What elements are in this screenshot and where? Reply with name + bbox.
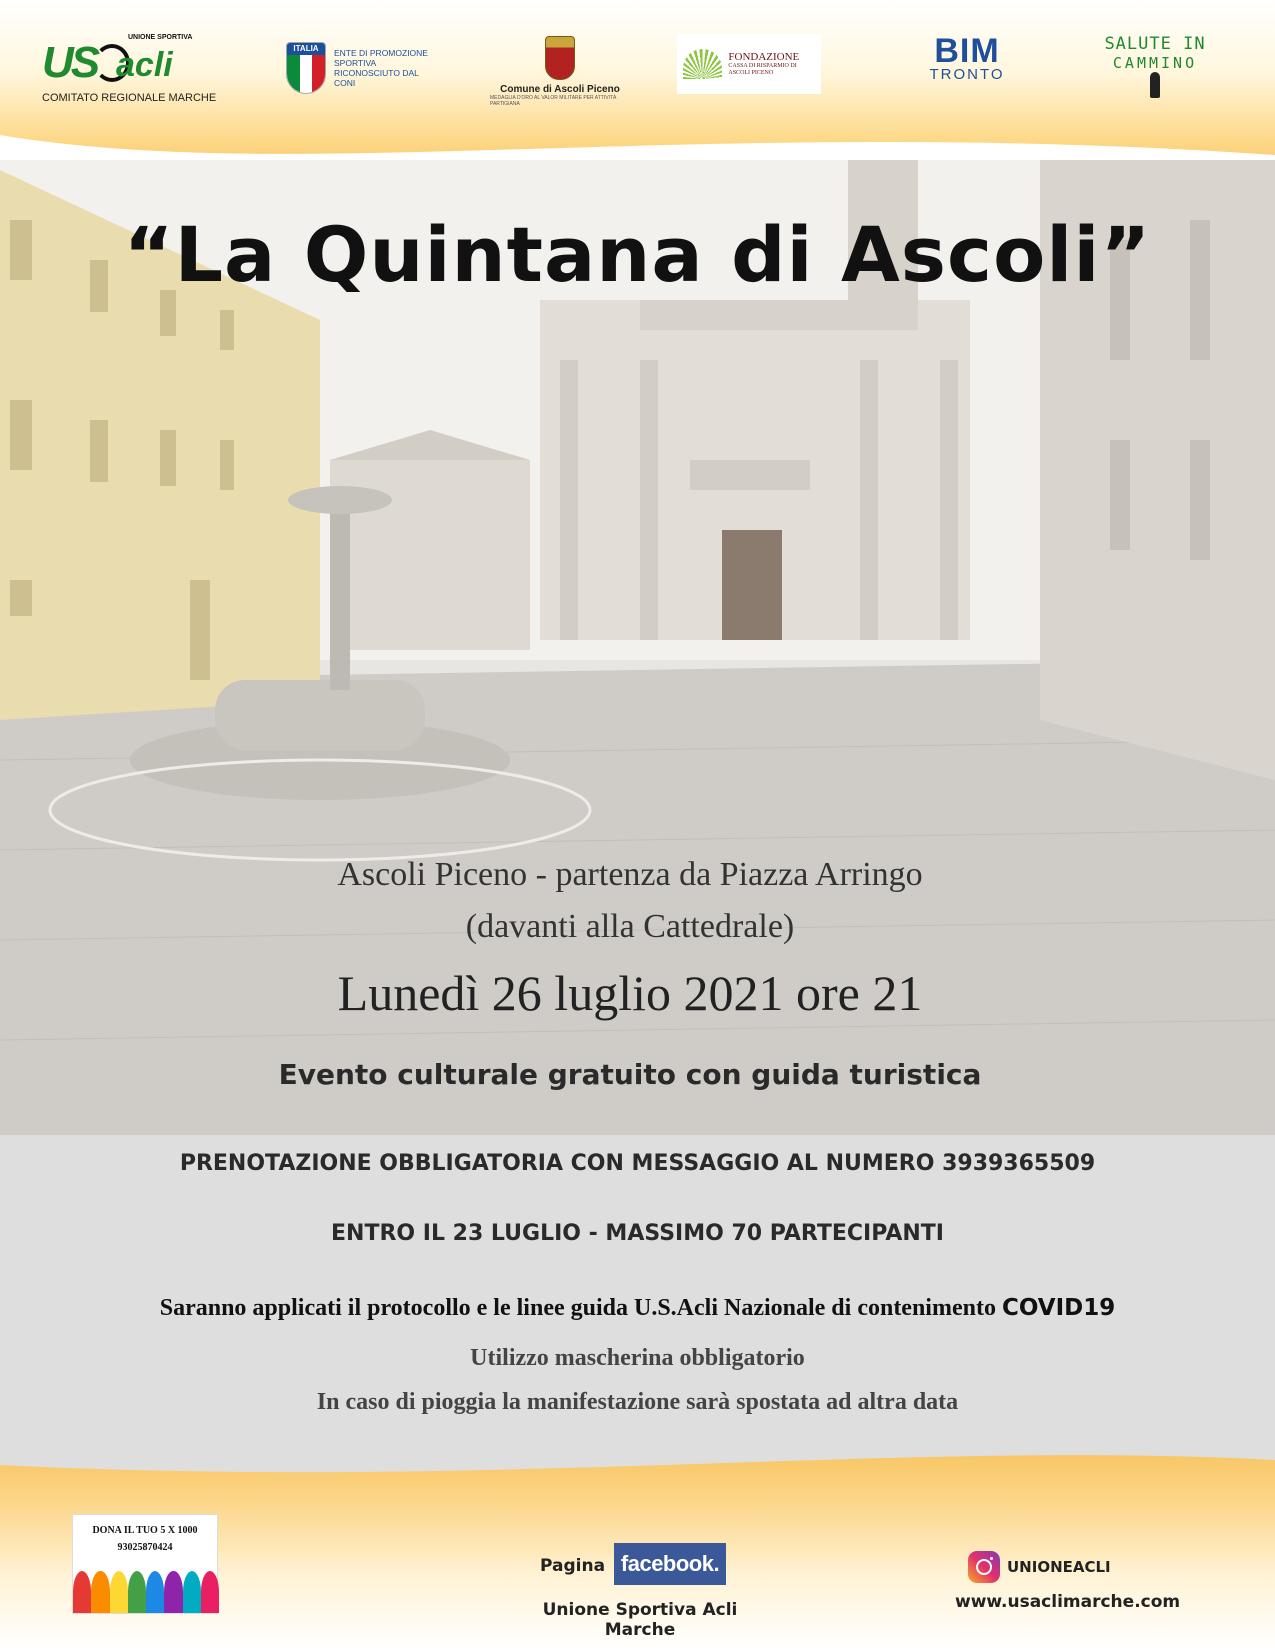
booking-text: PRENOTAZIONE OBBLIGATORIA CON MESSAGGIO AL NUMERO 3939365509	[179, 1151, 1096, 1176]
pagina-label: Pagina	[540, 1556, 606, 1576]
mask-text: Utilizzo mascherina obbligatorio	[470, 1345, 805, 1371]
comune-crest-icon	[545, 36, 575, 80]
usacli-mark-us: US	[42, 38, 98, 87]
instagram-handle[interactable]: UNIONEACLI	[1007, 1558, 1111, 1576]
organization-name: Unione Sportiva Acli Marche	[542, 1600, 738, 1640]
event-date: Lunedì 26 luglio 2021 ore 21	[337, 965, 923, 1021]
protocol-text	[0, 1295, 1275, 1322]
salute-in-cammino-logo	[1100, 34, 1210, 98]
rain-text: In caso di pioggia la manifestazione sarà spostata ad altra data	[316, 1389, 959, 1415]
walker-icon	[1150, 72, 1160, 98]
dona-line2: 93025870424	[117, 1542, 173, 1553]
colored-hands-icon	[73, 1571, 219, 1613]
usacli-mark	[42, 34, 202, 90]
event-description: Evento culturale gratuito con guida turistica	[278, 1058, 982, 1091]
fondazione-fan-icon	[683, 49, 722, 79]
shield-label: ITALIA	[287, 43, 325, 55]
protocol-main: Saranno applicati il protocollo e le linee guida U.S.Acli Nazionale di contenimento	[159, 1295, 1002, 1321]
fondazione-logo	[677, 34, 821, 94]
usacli-tiny-label: UNIONE SPORTIVA	[128, 34, 193, 41]
salute-line1: SALUTE IN	[1104, 34, 1206, 54]
usacli-subtitle: COMITATO REGIONALE MARCHE	[42, 92, 217, 104]
dona-5x1000-box	[72, 1514, 218, 1614]
coni-text: ENTE DI PROMOZIONE SPORTIVA RICONOSCIUTO DAL CONI	[334, 48, 428, 88]
instagram-icon[interactable]	[968, 1551, 1000, 1583]
facebook-logo[interactable]: facebook.	[614, 1543, 726, 1585]
comune-small-text: MEDAGLIA D'ORO AL VALOR MILITARE PER ATTIVITÀ PARTIGIANA	[490, 95, 617, 107]
protocol-covid: COVID19	[1001, 1295, 1116, 1321]
header-band	[0, 0, 1275, 185]
fondazione-sub: CASSA DI RISPARMIO DI ASCOLI PICENO	[728, 63, 797, 76]
coni-logo	[286, 42, 434, 94]
comune-name: Comune di Ascoli Piceno	[500, 84, 620, 95]
footer-wave	[0, 1440, 1275, 1490]
info-band	[0, 1135, 1275, 1465]
poster-title: “La Quintana di Ascoli”	[123, 210, 1152, 299]
location-line2: (davanti alla Cattedrale)	[465, 908, 795, 945]
italia-shield-icon	[286, 42, 326, 94]
comune-logo	[490, 36, 630, 107]
bim-line2: TRONTO	[929, 66, 1005, 83]
location-line1: Ascoli Piceno - partenza da Piazza Arringo	[337, 856, 923, 893]
dona-line1: DONA IL TUO 5 X 1000	[92, 1525, 198, 1536]
usacli-mark-acli: acli	[116, 46, 173, 84]
deadline-text: ENTRO IL 23 LUGLIO - MASSIMO 70 PARTECIPANTI	[331, 1221, 944, 1246]
usacli-logo	[42, 34, 222, 104]
fondazione-name: FONDAZIONE	[728, 51, 800, 63]
website-link[interactable]: www.usaclimarche.com	[955, 1592, 1181, 1612]
bim-line1: BIM	[934, 32, 1000, 70]
bim-tronto-logo	[912, 34, 1022, 83]
salute-line2: CAMMINO	[1112, 54, 1198, 72]
